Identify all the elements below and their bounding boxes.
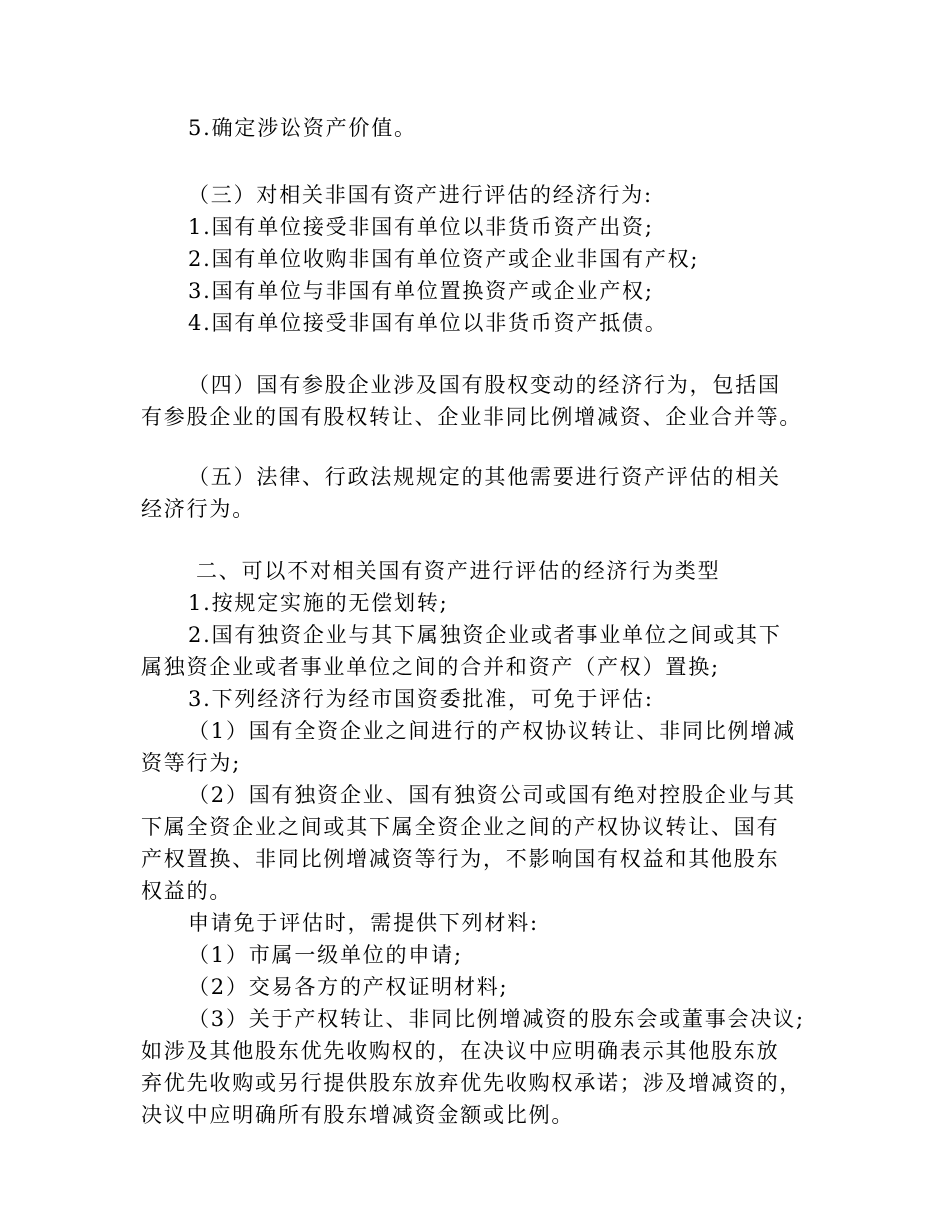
- list-item: （3）关于产权转让、非同比例增减资的股东会或董事会决议;: [188, 1007, 805, 1031]
- list-item: 1.国有单位接受非国有单位以非货币资产出资;: [188, 215, 654, 239]
- paragraph-line: 有参股企业的国有股权转让、企业非同比例增减资、企业合并等。: [141, 405, 803, 429]
- section-heading: 二、可以不对相关国有资产进行评估的经济行为类型: [196, 559, 721, 583]
- paragraph-line: 经济行为。: [141, 497, 255, 521]
- list-item: （2）交易各方的产权证明材料;: [188, 975, 509, 999]
- list-item: 如涉及其他股东优先收购权的，在决议中应明确表示其他股东放: [141, 1039, 780, 1063]
- list-item: 产权置换、非同比例增减资等行为，不影响国有权益和其他股东: [141, 847, 780, 871]
- list-item: 4.国有单位接受非国有单位以非货币资产抵债。: [188, 311, 668, 335]
- list-item: （1）国有全资企业之间进行的产权协议转让、非同比例增减: [188, 719, 796, 743]
- list-item: 2.国有单位收购非国有单位资产或企业非国有产权;: [188, 247, 700, 271]
- paragraph-line: （五）法律、行政法规规定的其他需要进行资产评估的相关: [188, 465, 781, 489]
- list-item: 2.国有独资企业与其下属独资企业或者事业单位之间或其下: [188, 623, 782, 647]
- list-item: 弃优先收购或另行提供股东放弃优先收购权承诺；涉及增减资的，: [141, 1071, 803, 1095]
- text-line: 5.确定涉讼资产价值。: [188, 116, 417, 140]
- list-item: 1.按规定实施的无偿划转;: [188, 591, 449, 615]
- list-item: 3.下列经济行为经市国资委批准，可免于评估:: [188, 687, 654, 711]
- list-item: 资等行为;: [141, 751, 242, 775]
- list-item: 属独资企业或者事业单位之间的合并和资产（产权）置换;: [141, 655, 720, 679]
- section-heading: （三）对相关非国有资产进行评估的经济行为:: [188, 183, 653, 207]
- list-item: 下属全资企业之间或其下属全资企业之间的产权协议转让、国有: [141, 815, 780, 839]
- list-item: （2）国有独资企业、国有独资公司或国有绝对控股企业与其: [188, 783, 796, 807]
- paragraph-line: 申请免于评估时，需提供下列材料:: [188, 911, 539, 935]
- paragraph-line: （四）国有参股企业涉及国有股权变动的经济行为，包括国: [188, 373, 781, 397]
- list-item: （1）市属一级单位的申请;: [188, 943, 463, 967]
- list-item: 权益的。: [141, 879, 233, 903]
- list-item: 3.国有单位与非国有单位置换资产或企业产权;: [188, 279, 654, 303]
- list-item: 决议中应明确所有股东增减资金额或比例。: [141, 1103, 575, 1127]
